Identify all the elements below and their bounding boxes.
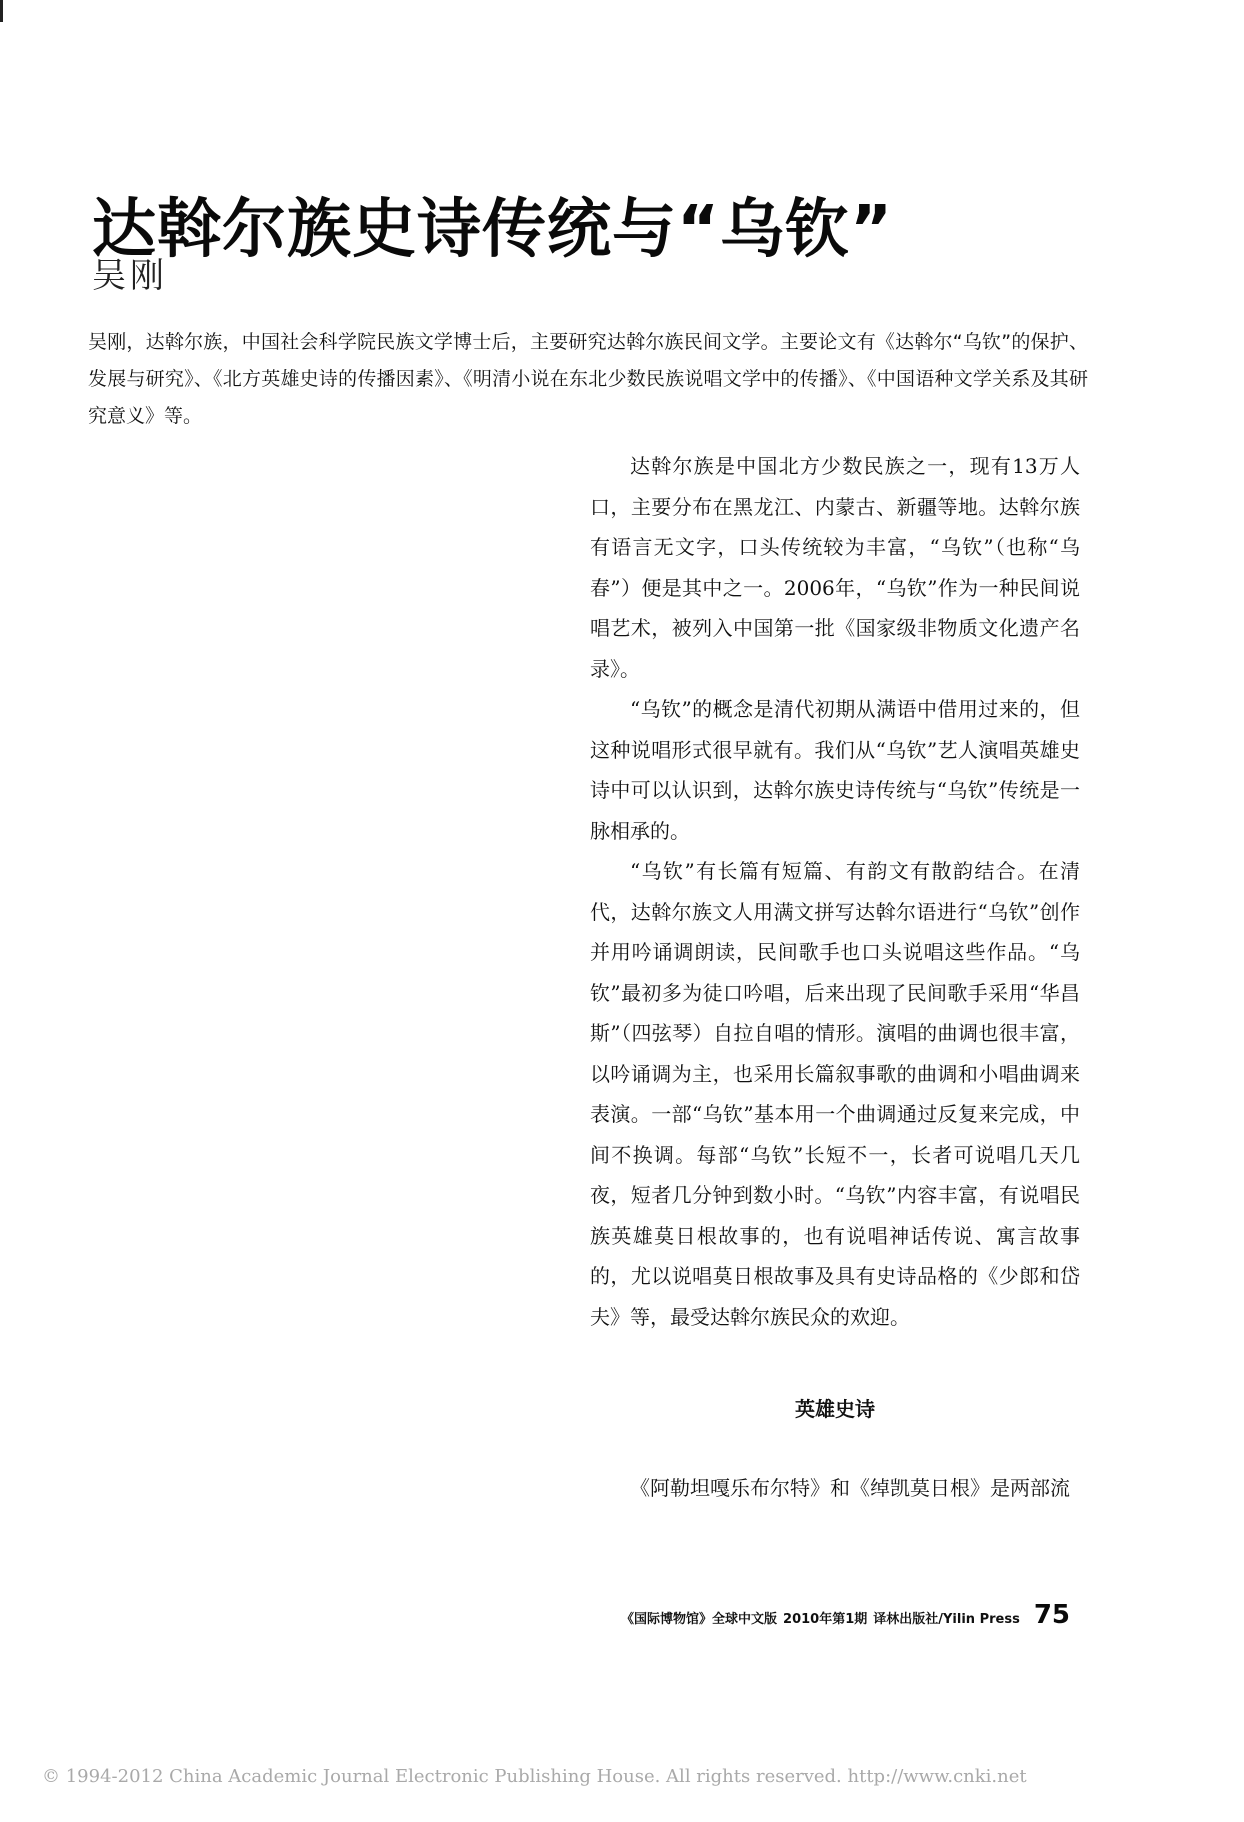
page-corner-mark xyxy=(0,0,3,22)
copyright-watermark: © 1994-2012 China Academic Journal Electronic Publishing House. All rights reserved. http://www.cnki.net xyxy=(42,1766,1027,1787)
author-name: 吴刚 xyxy=(92,256,168,296)
author-bio: 吴刚，达斡尔族，中国社会科学院民族文学博士后，主要研究达斡尔族民间文学。主要论文有《达斡尔“乌钦”的保护、发展与研究》、《北方英雄史诗的传播因素》、《明清小说在东北少数民族说唱文学中的传播》、《中国语种文学关系及其研究意义》等。 xyxy=(88,331,1088,427)
section-paragraph: 《阿勒坦嘎乐布尔特》和《绰凯莫日根》是两部流 xyxy=(630,1476,1070,1500)
body-paragraph: 达斡尔族是中国北方少数民族之一，现有13万人口，主要分布在黑龙江、内蒙古、新疆等地。达斡尔族有语言无文字，口头传统较为丰富，“乌钦”（也称“乌春”）便是其中之一。2006年，“乌钦”作为一种民间说唱艺术，被列入中国第一批《国家级非物质文化遗产名录》。 xyxy=(590,454,1080,681)
body-paragraph: “乌钦”有长篇有短篇、有韵文有散韵结合。在清代，达斡尔族文人用满文拼写达斡尔语进行“乌钦”创作并用吟诵调朗读，民间歌手也口头说唱这些作品。“乌钦”最初多为徒口吟唱，后来出现了民间歌手采用“华昌斯”（四弦琴）自拉自唱的情形。演唱的曲调也很丰富，以吟诵调为主，也采用长篇叙事歌的曲调和小唱曲调来表演。一部“乌钦”基本用一个曲调通过反复来完成，中间不换调。每部“乌钦”长短不一，长者可说唱几天几夜，短者几分钟到数小时。“乌钦”内容丰富，有说唱民族英雄莫日根故事的，也有说唱神话传说、寓言故事的，尤以说唱莫日根故事及具有史诗品格的《少郎和岱夫》等，最受达斡尔族民众的欢迎。 xyxy=(590,859,1080,1329)
footer-publisher: 译林出版社/Yilin Press xyxy=(873,1612,1020,1627)
page-number: 75 xyxy=(1033,1600,1070,1630)
article-title: 达斡尔族史诗传统与“乌钦” xyxy=(92,192,894,267)
footer-journal: 《国际博物馆》全球中文版 xyxy=(621,1612,778,1627)
footer-issue: 2010年第1期 xyxy=(783,1612,868,1627)
page-footer xyxy=(621,1600,1070,1630)
body-paragraph: “乌钦”的概念是清代初期从满语中借用过来的，但这种说唱形式很早就有。我们从“乌钦”艺人演唱英雄史诗中可以认识到，达斡尔族史诗传统与“乌钦”传统是一脉相承的。 xyxy=(590,697,1080,843)
section-heading: 英雄史诗 xyxy=(795,1397,875,1421)
article-body xyxy=(590,446,1080,1337)
